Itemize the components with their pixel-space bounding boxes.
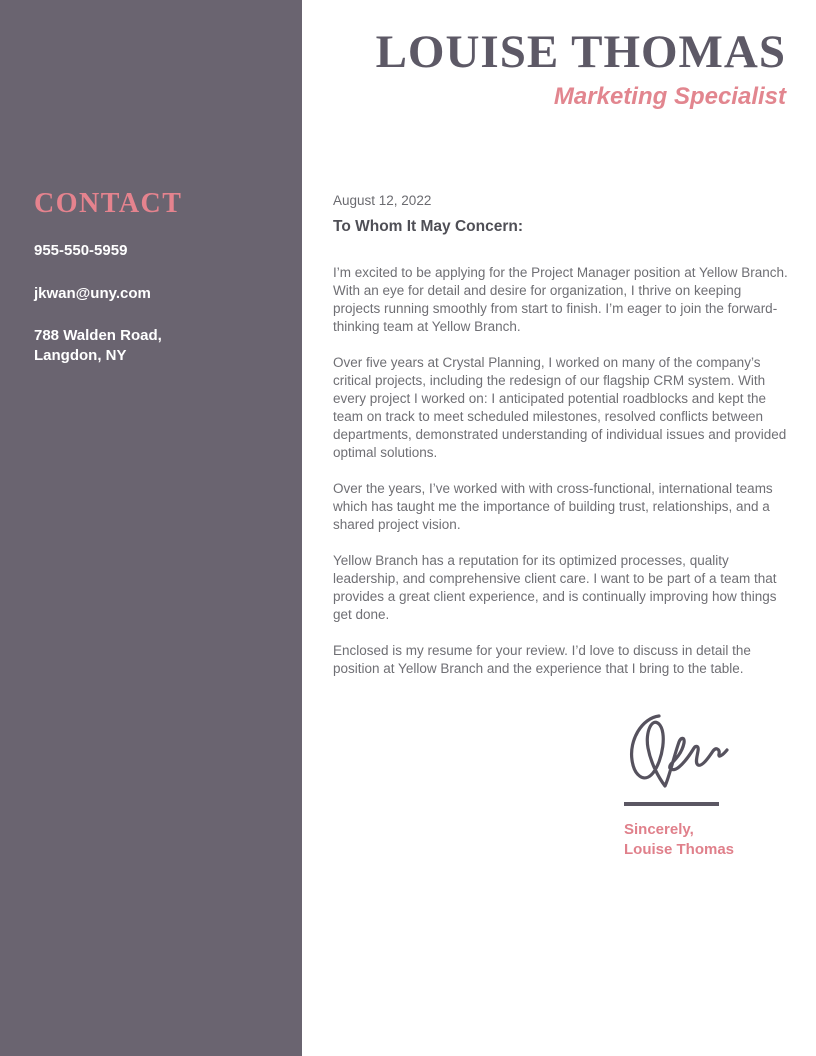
contact-block	[34, 190, 274, 366]
closing	[624, 820, 792, 860]
signature-block	[622, 712, 792, 860]
letter-paragraph: Over the years, I’ve worked with with cross-functional, international teams which has taught me the importance of building trust, relationships, and a shared project vision.	[333, 481, 773, 532]
contact-heading: CONTACT	[34, 188, 183, 219]
signature-divider	[624, 802, 719, 806]
contact-address	[34, 326, 274, 366]
letter-paragraphs	[333, 264, 788, 678]
contact-phone: 955-550-5959	[34, 242, 128, 259]
applicant-name: LOUISE THOMAS	[375, 26, 786, 78]
letter-header	[316, 28, 786, 111]
handwritten-signature-icon	[624, 712, 734, 800]
closing-sincerely: Sincerely,	[624, 821, 694, 838]
applicant-job-title: Marketing Specialist	[553, 83, 786, 111]
letter-salutation: To Whom It May Concern:	[333, 218, 524, 235]
letter-paragraph: Yellow Branch has a reputation for its optimized processes, quality leadership, and comprehensive client care. I want to be part of a team that provides a great client experience, and is continually improving how things get done.	[333, 553, 777, 622]
contact-address-line2: Langdon, NY	[34, 347, 127, 364]
letter-paragraph: Enclosed is my resume for your review. I’d love to discuss in detail the position at Yellow Branch and the experience that I bring to the table.	[333, 643, 751, 676]
letter-body	[333, 192, 788, 696]
letter-paragraph: I’m excited to be applying for the Project Manager position at Yellow Branch. With an eye for detail and desire for organization, I thrive on keeping projects running smoothly from start to finish. I’m eager to join the forward-thinking team at Yellow Branch.	[333, 265, 788, 334]
contact-email: jkwan@uny.com	[34, 285, 151, 302]
letter-main	[302, 0, 816, 1056]
letter-paragraph: Over five years at Crystal Planning, I worked on many of the company’s critical projects, including the redesign of our flagship CRM system. With every project I worked on: I anticipated potential roadblocks and kept the team on track to meet scheduled milestones, resolved conflicts between departments, demonstrated understanding of individual issues and provided optimal solutions.	[333, 355, 787, 460]
letter-date: August 12, 2022	[333, 193, 432, 208]
sidebar	[0, 0, 302, 1056]
closing-name: Louise Thomas	[624, 841, 735, 858]
contact-address-line1: 788 Walden Road,	[34, 327, 162, 344]
